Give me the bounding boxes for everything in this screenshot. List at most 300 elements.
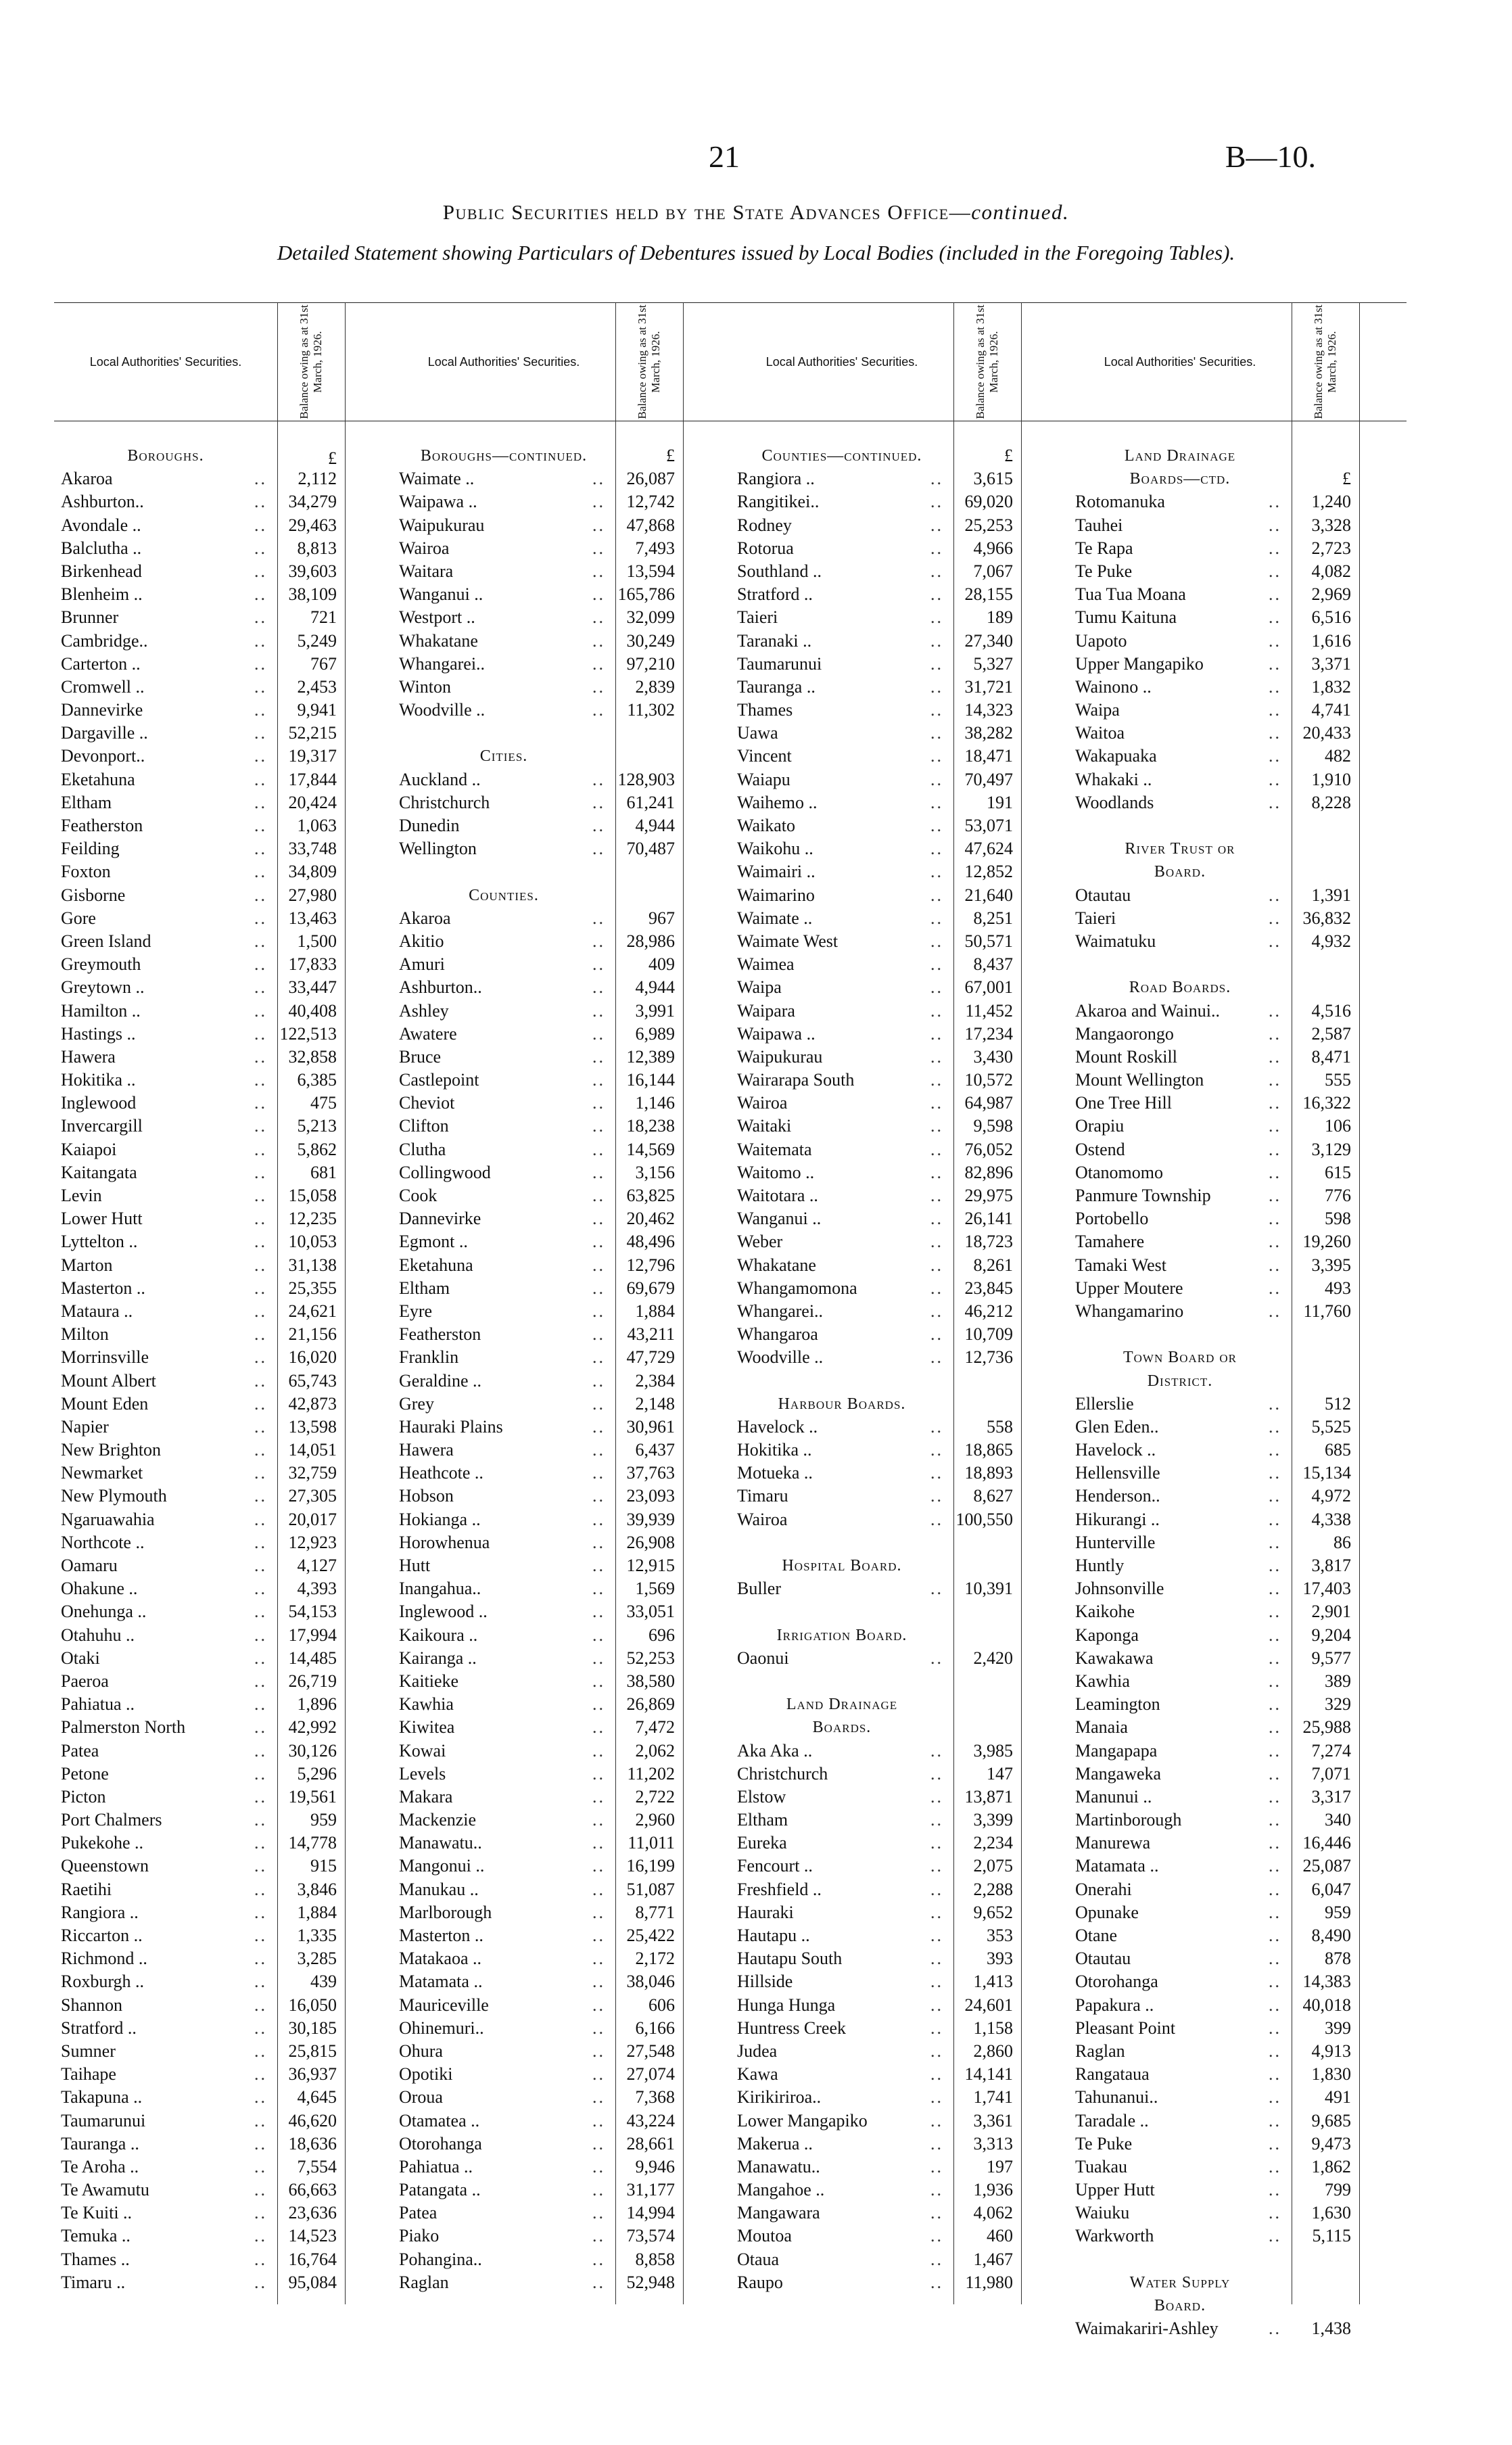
leader-dots: .. [930, 1579, 943, 1599]
authority-name: Waimakariri-Ashley [1075, 2319, 1219, 2339]
authority-name: Hellensville [1075, 1463, 1160, 1483]
authority-name: Fencourt .. [737, 1856, 813, 1876]
leader-dots: .. [592, 1532, 605, 1552]
leader-dots: .. [254, 1255, 267, 1275]
section-heading [730, 1554, 1068, 1577]
table-row [392, 1300, 730, 1323]
leader-dots: .. [930, 1902, 943, 1922]
balance-value: 4,127 [297, 1556, 337, 1575]
authority-name: Devonport.. [61, 746, 145, 766]
leader-dots: .. [254, 2156, 267, 2176]
leader-dots: .. [1269, 908, 1281, 928]
table-row [1068, 930, 1407, 953]
table-row [1068, 2017, 1407, 2040]
balance-value: 43,224 [626, 2110, 675, 2130]
table-row [54, 1716, 392, 1739]
leader-dots: .. [254, 839, 267, 859]
balance-value: 18,893 [964, 1463, 1013, 1483]
authority-name: Waitomo .. [737, 1162, 815, 1182]
balance-value: 696 [648, 1625, 675, 1645]
balance-value: 491 [1325, 2087, 1351, 2108]
leader-dots: .. [930, 1949, 943, 1969]
leader-dots: .. [1269, 1949, 1281, 1969]
leader-dots: .. [930, 1786, 943, 1807]
balance-value: 69,020 [964, 492, 1013, 512]
authority-name: Moutoa [737, 2226, 792, 2246]
authority-name: Levels [399, 1763, 446, 1784]
balance-value: 606 [648, 1995, 675, 2015]
table-row [1068, 1994, 1407, 2017]
authority-name: Dannevirke [399, 1209, 481, 1229]
balance-value: 38,282 [964, 723, 1013, 743]
authority-name: Whakaki .. [1075, 769, 1152, 789]
authority-name: Riccarton .. [61, 1926, 143, 1945]
section-heading-text: Road Boards. [1129, 979, 1231, 997]
balance-value: 100,550 [955, 1509, 1013, 1529]
balance-value: 147 [987, 1763, 1013, 1784]
leader-dots: .. [254, 1023, 267, 1044]
section-heading [1068, 2271, 1407, 2294]
balance-value: 27,305 [288, 1486, 337, 1506]
balance-value: 12,852 [964, 862, 1013, 882]
balance-value: 2,234 [973, 1833, 1013, 1853]
balance-value: 19,317 [288, 746, 337, 766]
leader-dots: .. [254, 1232, 267, 1252]
authority-name: Whakatane [399, 630, 478, 651]
leader-dots: .. [592, 607, 605, 628]
leader-dots: .. [930, 515, 943, 535]
leader-dots: .. [592, 2226, 605, 2246]
balance-value: 70,487 [626, 839, 675, 859]
balance-value: 9,946 [635, 2156, 675, 2176]
balance-value: 17,833 [288, 954, 337, 975]
authority-name: Ohinemuri.. [399, 2018, 484, 2038]
balance-value: 4,913 [1311, 2041, 1351, 2061]
table-row [392, 560, 730, 583]
balance-value: 25,422 [626, 1926, 675, 1945]
table-row [1068, 1716, 1407, 1739]
authority-name: Northcote .. [61, 1532, 145, 1552]
table-row [730, 1647, 1068, 1670]
authority-name: Onehunga .. [61, 1602, 147, 1622]
balance-value: 9,652 [973, 1902, 1013, 1922]
leader-dots: .. [1269, 700, 1281, 720]
balance-value: 27,340 [964, 630, 1013, 651]
table-row [54, 1346, 392, 1369]
leader-dots: .. [1269, 1000, 1281, 1021]
table-row [1068, 1000, 1407, 1023]
page-reference: B—10. [1225, 139, 1316, 174]
balance-value: 6,166 [635, 2018, 675, 2038]
section-heading [1068, 976, 1407, 999]
balance-value: 8,490 [1311, 1926, 1351, 1945]
authority-name: Carterton .. [61, 653, 141, 674]
balance-value: 329 [1325, 1694, 1351, 1715]
leader-dots: .. [930, 1416, 943, 1437]
table-row [730, 768, 1068, 791]
section-heading-text: Harbour Boards. [778, 1395, 906, 1413]
balance-value: 17,844 [288, 769, 337, 789]
authority-name: Mangapapa [1075, 1740, 1158, 1761]
leader-dots: .. [930, 746, 943, 766]
leader-dots: .. [930, 1000, 943, 1021]
table-row [392, 1230, 730, 1253]
leader-dots: .. [254, 1786, 267, 1807]
table-row [1068, 2317, 1407, 2340]
leader-dots: .. [254, 954, 267, 975]
balance-value: 32,099 [626, 607, 675, 628]
table-column-group-4 [1068, 279, 1407, 2339]
authority-name: Makara [399, 1786, 453, 1807]
balance-value: 6,516 [1311, 607, 1351, 628]
balance-value: 721 [310, 607, 337, 628]
table-row [1068, 1092, 1407, 1115]
leader-dots: .. [254, 1926, 267, 1945]
balance-value: 15,134 [1302, 1463, 1351, 1483]
authority-name: Balclutha .. [61, 538, 142, 558]
table-row [54, 1046, 392, 1069]
balance-value: 40,408 [288, 1000, 337, 1021]
leader-dots: .. [592, 2249, 605, 2269]
table-row [392, 1878, 730, 1901]
leader-dots: .. [930, 908, 943, 928]
table-row [730, 884, 1068, 907]
balance-value: 67,001 [964, 977, 1013, 998]
leader-dots: .. [254, 1833, 267, 1853]
balance-value: 18,636 [288, 2133, 337, 2153]
leader-dots: .. [1269, 1879, 1281, 1899]
leader-dots: .. [1269, 1440, 1281, 1460]
leader-dots: .. [1269, 1833, 1281, 1853]
table-row [54, 1786, 392, 1809]
balance-value: 4,645 [297, 2087, 337, 2108]
leader-dots: .. [930, 769, 943, 789]
balance-value: 18,865 [964, 1440, 1013, 1460]
authority-name: Gore [61, 908, 96, 928]
balance-value: 8,771 [635, 1902, 675, 1922]
balance-value: 460 [987, 2226, 1013, 2246]
table-row [730, 860, 1068, 883]
balance-value: 7,274 [1311, 1740, 1351, 1761]
table-row [730, 2063, 1068, 2086]
table-row [54, 1184, 392, 1207]
authority-name: Motueka .. [737, 1463, 813, 1483]
section-heading-text: Boroughs. [127, 447, 204, 465]
leader-dots: .. [930, 2110, 943, 2130]
authority-name: Blenheim .. [61, 584, 143, 605]
balance-value: 482 [1325, 746, 1351, 766]
table-row [392, 1092, 730, 1115]
table-row [392, 1624, 730, 1647]
balance-value: 63,825 [626, 1186, 675, 1205]
table-row [730, 583, 1068, 606]
balance-value: 24,621 [288, 1301, 337, 1321]
balance-value: 31,177 [626, 2180, 675, 2200]
balance-value: 31,721 [964, 676, 1013, 697]
leader-dots: .. [592, 2087, 605, 2108]
balance-value: 2,062 [635, 1740, 675, 1761]
balance-value: 9,473 [1311, 2133, 1351, 2153]
table-row [54, 2248, 392, 2271]
table-row [730, 2133, 1068, 2156]
balance-value: 52,253 [626, 1648, 675, 1668]
authority-name: Te Aroha .. [61, 2156, 139, 2176]
balance-value: 64,987 [964, 1093, 1013, 1113]
balance-value: 38,109 [288, 584, 337, 605]
leader-dots: .. [254, 2087, 267, 2108]
table-row [392, 467, 730, 490]
leader-dots: .. [592, 2156, 605, 2176]
authority-name: Havelock .. [737, 1416, 818, 1437]
leader-dots: .. [592, 931, 605, 951]
authority-name: Kirikiriroa.. [737, 2087, 822, 2108]
table-row [392, 1716, 730, 1739]
authority-name: Henderson.. [1075, 1486, 1160, 1506]
balance-value: 915 [310, 1856, 337, 1876]
table-row [392, 814, 730, 837]
leader-dots: .. [1269, 1139, 1281, 1159]
balance-value: 3,328 [1311, 515, 1351, 535]
authority-name: Waipukurau [737, 1046, 823, 1067]
table-row [730, 630, 1068, 653]
balance-value: 20,017 [288, 1509, 337, 1529]
table-row [54, 1855, 392, 1878]
authority-name: Whangarei.. [737, 1301, 824, 1321]
leader-dots: .. [254, 1995, 267, 2015]
leader-dots: .. [592, 1763, 605, 1784]
authority-name: Milton [61, 1324, 109, 1345]
authority-name: Hauraki Plains [399, 1416, 503, 1437]
balance-value: 34,809 [288, 862, 337, 882]
table-row [54, 1624, 392, 1647]
authority-name: Huntly [1075, 1556, 1125, 1575]
leader-dots: .. [592, 2041, 605, 2061]
table-row [54, 1069, 392, 1092]
leader-dots: .. [254, 2110, 267, 2130]
table-row [392, 1069, 730, 1092]
leader-dots: .. [1269, 1995, 1281, 2015]
authority-name: Kaiapoi [61, 1139, 117, 1159]
table-row [730, 1577, 1068, 1600]
balance-value: 26,908 [626, 1532, 675, 1552]
authority-name: Paeroa [61, 1671, 109, 1691]
table-row [54, 1994, 392, 2017]
authority-name: Eketahuna [61, 769, 135, 789]
authority-name: Westport .. [399, 607, 475, 628]
currency-symbol: £ [328, 448, 337, 469]
balance-value: 61,241 [626, 792, 675, 812]
table-row [1068, 537, 1407, 560]
balance-value: 1,500 [297, 931, 337, 951]
table-row [1068, 1508, 1407, 1531]
balance-value: 16,764 [288, 2249, 337, 2269]
leader-dots: .. [930, 2203, 943, 2223]
table-row [54, 2179, 392, 2202]
table-row [392, 1600, 730, 1623]
authority-name: Waikohu .. [737, 839, 813, 859]
balance-value: 11,302 [627, 700, 675, 720]
table-row [54, 2133, 392, 2156]
authority-name: Warkworth [1075, 2226, 1154, 2246]
leader-dots: .. [592, 1301, 605, 1321]
table-row [1068, 2063, 1407, 2086]
table-row [54, 1230, 392, 1253]
balance-value: 1,569 [635, 1579, 675, 1599]
table-row [392, 1740, 730, 1763]
leader-dots: .. [930, 2133, 943, 2153]
leader-dots: .. [592, 1347, 605, 1368]
authority-name: Pahiatua .. [61, 1694, 135, 1715]
authority-name: Castlepoint [399, 1070, 479, 1090]
leader-dots: .. [592, 630, 605, 651]
leader-dots: .. [592, 1740, 605, 1761]
authority-name: Waimate .. [399, 469, 475, 489]
authority-name: Waimairi .. [737, 862, 816, 882]
authority-name: Rotomanuka [1075, 492, 1165, 512]
authority-name: Waimarino [737, 885, 815, 905]
leader-dots: .. [1269, 1532, 1281, 1552]
table-row [54, 2110, 392, 2133]
authority-name: Masterton .. [61, 1278, 145, 1298]
authority-name: Te Rapa [1075, 538, 1133, 558]
balance-value: 4,972 [1311, 1486, 1351, 1506]
leader-dots: .. [1269, 1671, 1281, 1691]
balance-value: 42,873 [288, 1393, 337, 1414]
authority-name: Taumarunui [737, 653, 822, 674]
table-row [392, 1994, 730, 2017]
balance-value: 3,985 [973, 1740, 1013, 1761]
leader-dots: .. [592, 1579, 605, 1599]
leader-dots: .. [930, 1162, 943, 1182]
authority-name: Hokianga .. [399, 1509, 481, 1529]
authority-name: Franklin [399, 1347, 459, 1368]
balance-value: 14,778 [288, 1833, 337, 1853]
balance-value: 12,742 [626, 492, 675, 512]
authority-name: Hokitika .. [737, 1440, 812, 1460]
table-row [54, 1416, 392, 1439]
leader-dots: .. [592, 2110, 605, 2130]
leader-dots: .. [592, 908, 605, 928]
leader-dots: .. [1269, 1786, 1281, 1807]
authority-name: New Brighton [61, 1440, 162, 1460]
leader-dots: .. [592, 1162, 605, 1182]
leader-dots: .. [592, 1093, 605, 1113]
table-row [1068, 1901, 1407, 1924]
authority-name: Waipa [1075, 700, 1120, 720]
balance-value: 1,146 [635, 1093, 675, 1113]
table-row [730, 2202, 1068, 2225]
authority-name: Rangiora .. [61, 1902, 139, 1922]
balance-value: 5,213 [297, 1116, 337, 1136]
authority-name: Uawa [737, 723, 778, 743]
balance-value: 1,862 [1311, 2156, 1351, 2176]
leader-dots: .. [592, 2064, 605, 2085]
table-row [392, 953, 730, 976]
leader-dots: .. [592, 1602, 605, 1622]
table-row [54, 1000, 392, 1023]
table-row [730, 1230, 1068, 1253]
leader-dots: .. [1269, 1023, 1281, 1044]
authority-name: Foxton [61, 862, 111, 882]
leader-dots: .. [254, 1602, 267, 1622]
balance-value: 28,155 [964, 584, 1013, 605]
section-heading [1068, 467, 1407, 490]
balance-value: 12,796 [626, 1255, 675, 1275]
balance-value: 23,636 [288, 2203, 337, 2223]
table-row [392, 1693, 730, 1716]
authority-name: Kaitieke [399, 1671, 459, 1691]
balance-value: 4,944 [635, 977, 675, 998]
balance-value: 26,087 [626, 469, 675, 489]
balance-value: 11,011 [628, 1833, 675, 1853]
authority-name: Hautapu .. [737, 1926, 810, 1945]
leader-dots: .. [930, 1763, 943, 1784]
leader-dots: .. [930, 931, 943, 951]
leader-dots: .. [592, 538, 605, 558]
authority-name: Mangaorongo [1075, 1023, 1174, 1044]
balance-value: 26,141 [964, 1209, 1013, 1229]
table-row [54, 699, 392, 722]
leader-dots: .. [254, 1556, 267, 1575]
leader-dots: .. [254, 1000, 267, 1021]
table-row [730, 1323, 1068, 1346]
leader-dots: .. [1269, 931, 1281, 951]
section-heading [730, 444, 1068, 467]
authority-name: Waimate .. [737, 908, 813, 928]
leader-dots: .. [930, 676, 943, 697]
table-row [54, 1138, 392, 1161]
balance-value: 32,858 [288, 1046, 337, 1067]
leader-dots: .. [254, 1209, 267, 1229]
table-row [392, 1531, 730, 1554]
authority-name: Te Awamutu [61, 2180, 149, 2200]
table-row [1068, 2156, 1407, 2179]
balance-value: 878 [1325, 1949, 1351, 1969]
table-row [730, 907, 1068, 930]
table-row [54, 1462, 392, 1485]
balance-value: 48,496 [626, 1232, 675, 1252]
balance-value: 3,430 [973, 1046, 1013, 1067]
balance-value: 1,158 [973, 2018, 1013, 2038]
table-column-group-3 [730, 279, 1068, 2308]
table-row [392, 1277, 730, 1300]
table-row [392, 1832, 730, 1855]
leader-dots: .. [592, 584, 605, 605]
balance-value: 17,994 [288, 1625, 337, 1645]
table-row [730, 699, 1068, 722]
authority-name: Hikurangi .. [1075, 1509, 1160, 1529]
leader-dots: .. [254, 1763, 267, 1784]
balance-value: 76,052 [964, 1139, 1013, 1159]
balance-value: 4,516 [1311, 1000, 1351, 1021]
table-row [730, 976, 1068, 999]
leader-dots: .. [254, 885, 267, 905]
leader-dots: .. [930, 792, 943, 812]
section-heading [1068, 837, 1407, 860]
balance-value: 53,071 [964, 816, 1013, 835]
balance-value: 24,601 [964, 1995, 1013, 2015]
table-row [54, 930, 392, 953]
leader-dots: .. [254, 1186, 267, 1205]
authority-name: Taihape [61, 2064, 116, 2085]
authority-name: Freshfield .. [737, 1879, 822, 1899]
authority-name: Ngaruawahia [61, 1509, 155, 1529]
balance-value: 799 [1325, 2180, 1351, 2200]
table-row [54, 1508, 392, 1531]
leader-dots: .. [592, 1209, 605, 1229]
leader-dots: .. [254, 1070, 267, 1090]
authority-name: Winton [399, 676, 451, 697]
